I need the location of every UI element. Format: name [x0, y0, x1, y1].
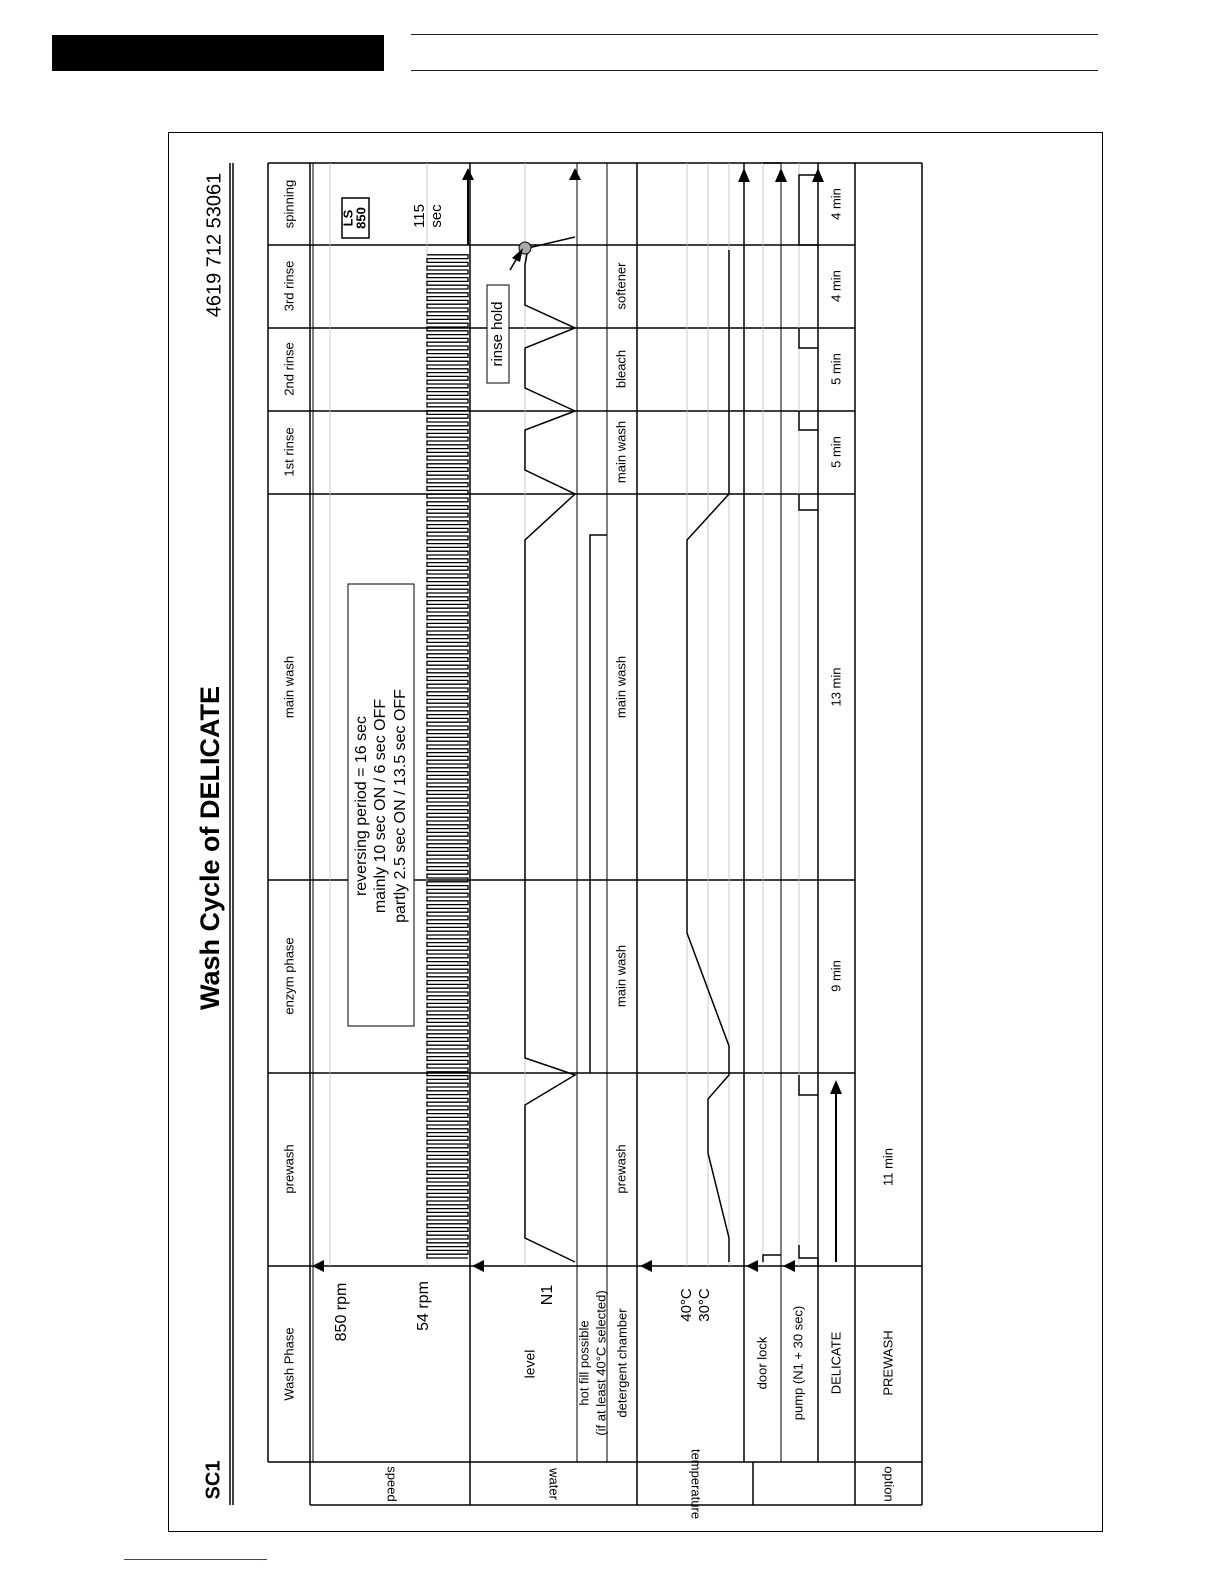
- phase-duration-4: 5 min: [828, 353, 844, 385]
- phase-duration-6: 4 min: [828, 188, 844, 220]
- page-title: Wash Cycle of DELICATE: [195, 685, 226, 1011]
- row-temp-30: 30°C: [695, 1288, 713, 1322]
- row-speed-high: 850 rpm: [333, 1282, 351, 1342]
- phase-detergent-3: main wash: [613, 420, 629, 484]
- phase-name-0: prewash: [281, 1144, 297, 1194]
- pump-trace: [799, 175, 818, 1266]
- water-level-trace: [525, 237, 575, 1262]
- phase-detergent-1: main wash: [613, 944, 629, 1008]
- row-detergent-chamber: detergent chamber: [614, 1308, 630, 1418]
- door-lock-left-arrow: [746, 1260, 758, 1272]
- row-level-n1: N1: [539, 1284, 557, 1306]
- sheet-id: SC1: [202, 1460, 225, 1500]
- row-wash-phase: Wash Phase: [281, 1327, 297, 1401]
- door-lock-trace: [763, 1255, 781, 1262]
- group-option: option: [881, 1466, 897, 1502]
- phase-duration-3: 5 min: [828, 436, 844, 468]
- row-hot-fill-2: (if at least 40°C selected): [593, 1290, 609, 1436]
- phase-name-1: enzym phase: [281, 937, 297, 1015]
- phase-duration-2: 13 min: [828, 667, 844, 707]
- row-level: level: [521, 1349, 538, 1379]
- part-number: 4619 712 53061: [203, 172, 226, 318]
- group-water: water: [546, 1468, 562, 1500]
- row-pump: pump (N1 + 30 sec): [790, 1305, 806, 1421]
- prewash-option-arrow: [830, 1080, 842, 1094]
- note-reversing-1: reversing period = 16 sec: [353, 715, 371, 897]
- phase-duration-5: 4 min: [828, 270, 844, 302]
- detergent-top-arrow: [640, 1260, 652, 1272]
- speed-axis-arrow: [462, 168, 474, 180]
- note-spin-speed: 850: [353, 207, 369, 229]
- door-lock-arrow: [775, 168, 787, 182]
- temperature-axis-arrow: [738, 168, 750, 182]
- row-temp-40: 40°C: [677, 1288, 695, 1322]
- note-reversing-2: mainly 10 sec ON / 6 sec OFF: [372, 698, 390, 914]
- water-top-arrow: [472, 1260, 484, 1272]
- phase-name-6: spinning: [281, 179, 297, 229]
- detergent-trace: [590, 535, 607, 1073]
- note-reversing-3: partly 2.5 sec ON / 13.5 sec OFF: [392, 689, 410, 923]
- drum-reversing-wave: [427, 255, 468, 1258]
- note-spin-code: LS: [340, 209, 356, 227]
- phase-name-5: 3rd rinse: [281, 260, 297, 312]
- water-axis-arrow: [569, 168, 581, 180]
- phase-detergent-2: main wash: [613, 655, 629, 719]
- phase-name-2: main wash: [281, 655, 297, 719]
- phase-detergent-0: prewash: [613, 1144, 629, 1194]
- row-speed-low: 54 rpm: [415, 1281, 433, 1331]
- phase-detergent-4: bleach: [613, 349, 629, 389]
- row-prewash-option: PREWASH: [880, 1330, 896, 1396]
- phase-name-3: 1st rinse: [281, 427, 297, 477]
- note-rinse-hold: rinse hold: [488, 301, 506, 367]
- note-spin-time: 115: [410, 204, 428, 228]
- row-prewash-option-duration: 11 min: [880, 1147, 896, 1187]
- note-spin-unit: sec: [427, 204, 445, 228]
- pump-left-arrow: [783, 1260, 795, 1272]
- phase-name-4: 2nd rinse: [281, 342, 297, 396]
- phase-detergent-5: softener: [613, 262, 629, 310]
- group-temperature: temperature: [688, 1448, 704, 1520]
- speed-top-arrow: [312, 1260, 324, 1272]
- group-speed: speed: [384, 1466, 400, 1502]
- row-door-lock: door lock: [754, 1336, 770, 1390]
- phase-duration-1: 9 min: [828, 960, 844, 992]
- row-hot-fill-1: hot fill possible: [576, 1320, 592, 1406]
- row-delicate: DELICATE: [828, 1331, 844, 1395]
